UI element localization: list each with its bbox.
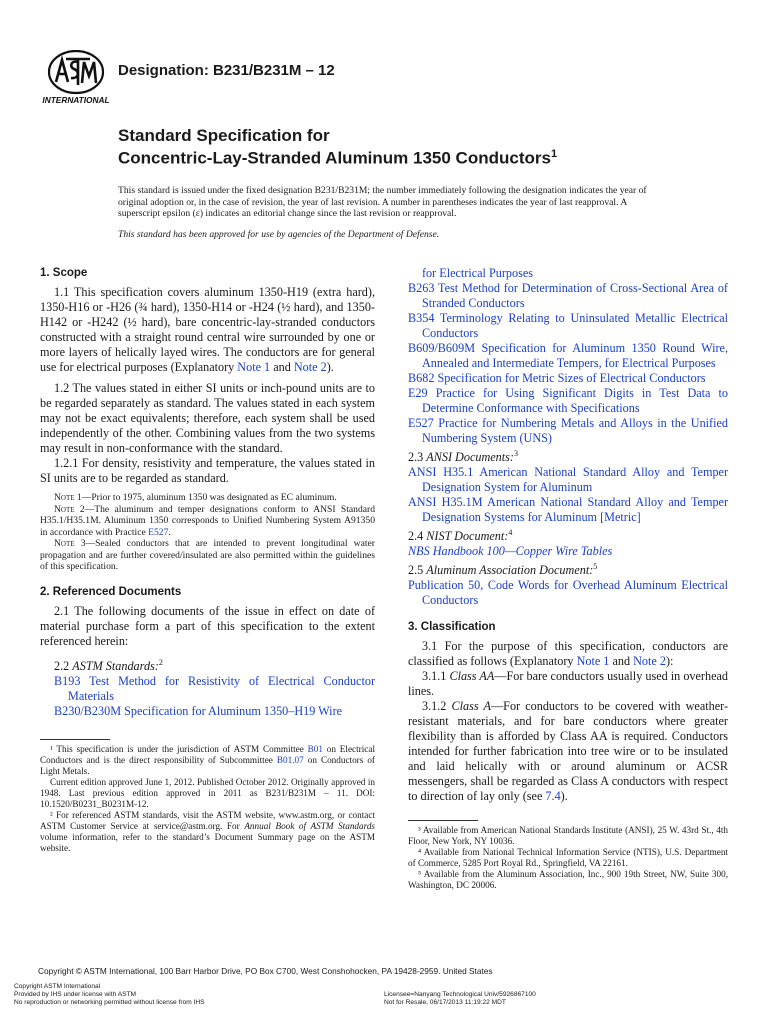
- para-2-2: 2.2 ASTM Standards:$^2$: [54, 657, 163, 673]
- note-2-link[interactable]: Note 2: [293, 360, 327, 374]
- footer-right-license: Licensee=Nanyang Technological Univ/5926867100 Not for Resale, 06/17/2013 11:19:22 MDT: [384, 991, 536, 1006]
- ref-ansi-h35-1[interactable]: ANSI H35.1 American National Standard Alloy and Temper Designation System for Aluminum: [408, 465, 728, 495]
- title-text: Concentric-Lay-Stranded Aluminum 1350 Conductors: [118, 148, 551, 168]
- para-1-2: 1.2 The values stated in either SI units or inch-pound units are to be regarded separately as standard. The values stated in each system may not be exact equivalents; therefore, each system shall be used independently of the other. Combining values from the two systems may result in non-conformance with the standard.: [40, 381, 375, 455]
- note-1: Note 1—Prior to 1975, aluminum 1350 was designated as EC aluminum.: [54, 492, 337, 503]
- para-2-5: 2.5 Aluminum Association Document:$^5$: [408, 562, 598, 578]
- para-2-1: 2.1 The following documents of the issue in effect on date of material purchase form a part of this specification to the extent referenced herein:: [40, 603, 375, 648]
- designation: Designation: B231/B231M – 12: [118, 62, 335, 79]
- ref-nbs[interactable]: NBS Handbook 100—Copper Wire Tables: [408, 544, 613, 559]
- b01-07-link[interactable]: B01.07: [276, 754, 304, 765]
- para-2-3: 2.3 ANSI Documents:$^3$: [408, 449, 518, 465]
- ref-e29[interactable]: E29 Practice for Using Significant Digits in Test Data to Determine Conformance with Specifications: [408, 386, 728, 415]
- issued-note: This standard is issued under the fixed designation B231/B231M; the number immediately following the designation indicates the year of original adoption or, in the case of revision, the year of last revision. A number in parentheses indicates the year of last reapproval. A superscript epsilon (ε) indicates an editorial change since the last revision or reapproval.: [118, 185, 647, 219]
- ref-e527[interactable]: E527 Practice for Numbering Metals and Alloys in the Unified Numbering System (UNS): [408, 416, 728, 445]
- e527-link[interactable]: E527: [148, 526, 169, 538]
- right-column: [408, 266, 728, 891]
- note-2: Note 2—The aluminum and temper designations conform to ANSI Standard H35.1/H35.1M. Aluminum 1350 corresponds to Unified Numbering System A91350 in accordance with Practice E527.: [40, 503, 375, 538]
- footnote-3: ³ Available from American National Standards Institute (ANSI), 25 W. 43rd St., 4th Floor, New York, NY 10036.: [408, 825, 728, 847]
- para-2-4: 2.4 NIST Document:$^4$: [408, 528, 513, 544]
- defense-note: This standard has been approved for use by agencies of the Department of Defense.: [118, 229, 440, 240]
- para-3-1-2: 3.1.2 Class A—For conductors to be covered with weather-resistant materials, and for bare conductors where greater flexibility than is afforded by Class AA is required. Conductors intended for further fabrication into tree wire or to be insulated and laid helically with or around aluminum or ACSR messengers, shall be regarded as Class A conductors with respect to direction of lay only (see 7.4).: [408, 699, 728, 804]
- ref-b193[interactable]: B193 Test Method for Resistivity of Electrical Conductor Materials: [54, 673, 375, 703]
- footnote-rule-right: [408, 820, 478, 821]
- footer-copyright: Copyright © ASTM International, 100 Barr Harbor Drive, PO Box C700, West Conshohocken, PA 19428-2959. United States: [38, 966, 493, 976]
- ref-b682[interactable]: B682 Specification for Metric Sizes of Electrical Conductors: [408, 371, 706, 385]
- para-3-1: 3.1 For the purpose of this specification, conductors are classified as follows (Explanatory Note 1 and Note 2):: [408, 639, 728, 669]
- scope-heading: 1. Scope: [40, 267, 88, 279]
- left-column: [40, 266, 375, 854]
- b01-link[interactable]: B01: [307, 743, 323, 754]
- footnote-rule-left: [40, 739, 110, 740]
- logo-text: INTERNATIONAL: [42, 95, 110, 105]
- ref-b263[interactable]: B263 Test Method for Determination of Cross-Sectional Area of Stranded Conductors: [408, 281, 728, 310]
- section-7-4-link[interactable]: 7.4: [545, 789, 561, 804]
- footnote-1b: Current edition approved June 1, 2012. Published October 2012. Originally approved in 1948. Last previous edition approved in 2011 as B231/B231M – 11. DOI: 10.1520/B0231_B0231M-12.: [40, 776, 375, 809]
- footnote-1: ¹ This specification is under the jurisdiction of ASTM Committee B01 on Electrical Conductors and is the direct responsibility of Subcommittee B01.07 on Conductors of Light Metals.: [40, 743, 375, 776]
- ref-b609[interactable]: B609/B609M Specification for Aluminum 1350 Round Wire, Annealed and Intermediate Tempers, for Electrical Purposes: [408, 341, 728, 370]
- para-1-1: 1.1 This specification covers aluminum 1350-H19 (extra hard), 1350-H16 or -H26 (¾ hard), 1350-H14 or -H24 (½ hard), and 1350-H142 or -H242 (½ hard), bare concentric-lay-stranded conductors constructed with a straight round central wire surrounded by one or more layers of helically layed wires. The conductors are for general use for electrical purposes (Explanatory Note 1 and Note 2).: [40, 285, 375, 374]
- title-footnote-mark: 1: [550, 148, 558, 160]
- note-1-link[interactable]: Note 1: [237, 360, 271, 374]
- footnote-5: ⁵ Available from the Aluminum Association, Inc., 900 19th Street, NW, Suite 300, Washington, DC 20006.: [408, 869, 728, 891]
- note-1-link-2[interactable]: Note 1: [576, 654, 610, 669]
- footnote-2: ² For referenced ASTM standards, visit the ASTM website, www.astm.org, or contact ASTM Customer Service at service@astm.org. For Annual Book of ASTM Standards volume information, refer to the standard’s Document Summary page on the ASTM website.: [40, 809, 376, 853]
- ref-b230[interactable]: B230/B230M Specification for Aluminum 1350–H19 Wire: [54, 703, 343, 718]
- ref-ansi-h35-1m[interactable]: ANSI H35.1M American National Standard Alloy and Temper Designation Systems for Aluminum [Metric]: [408, 495, 728, 525]
- note-2-link-2[interactable]: Note 2: [633, 654, 666, 669]
- para-3-1-1: 3.1.1 Class AA—For bare conductors usually used in overhead lines.: [408, 669, 728, 699]
- refdocs-heading: 2. Referenced Documents: [40, 585, 182, 598]
- classification-heading: 3. Classification: [408, 621, 496, 634]
- ref-publication-50[interactable]: Publication 50, Code Words for Overhead Aluminum Electrical Conductors: [408, 578, 728, 608]
- para-1-2-1: 1.2.1 For density, resistivity and temperature, the values stated in SI units are to be regarded as standard.: [40, 456, 375, 485]
- ref-b230-continued[interactable]: for Electrical Purposes: [422, 266, 534, 280]
- title-line-1: Standard Specification for: [118, 126, 330, 145]
- ref-b354[interactable]: B354 Terminology Relating to Uninsulated Metallic Electrical Conductors: [408, 311, 728, 340]
- astm-logo-icon: [42, 50, 110, 106]
- footnote-4: ⁴ Available from National Technical Information Service (NTIS), U.S. Department of Commerce, 5285 Port Royal Rd., Springfield, VA 22161.: [408, 847, 728, 869]
- note-3: Note 3—Sealed conductors that are intended to prevent longitudinal water propagation and are further covered/insulated are also permitted within the guidelines of this specification.: [40, 538, 375, 572]
- title-line-2: [118, 148, 557, 169]
- footer-left-license: Copyright ASTM International Provided by IHS under license with ASTM No reproduction or networking permitted without license from IHS: [14, 983, 205, 1006]
